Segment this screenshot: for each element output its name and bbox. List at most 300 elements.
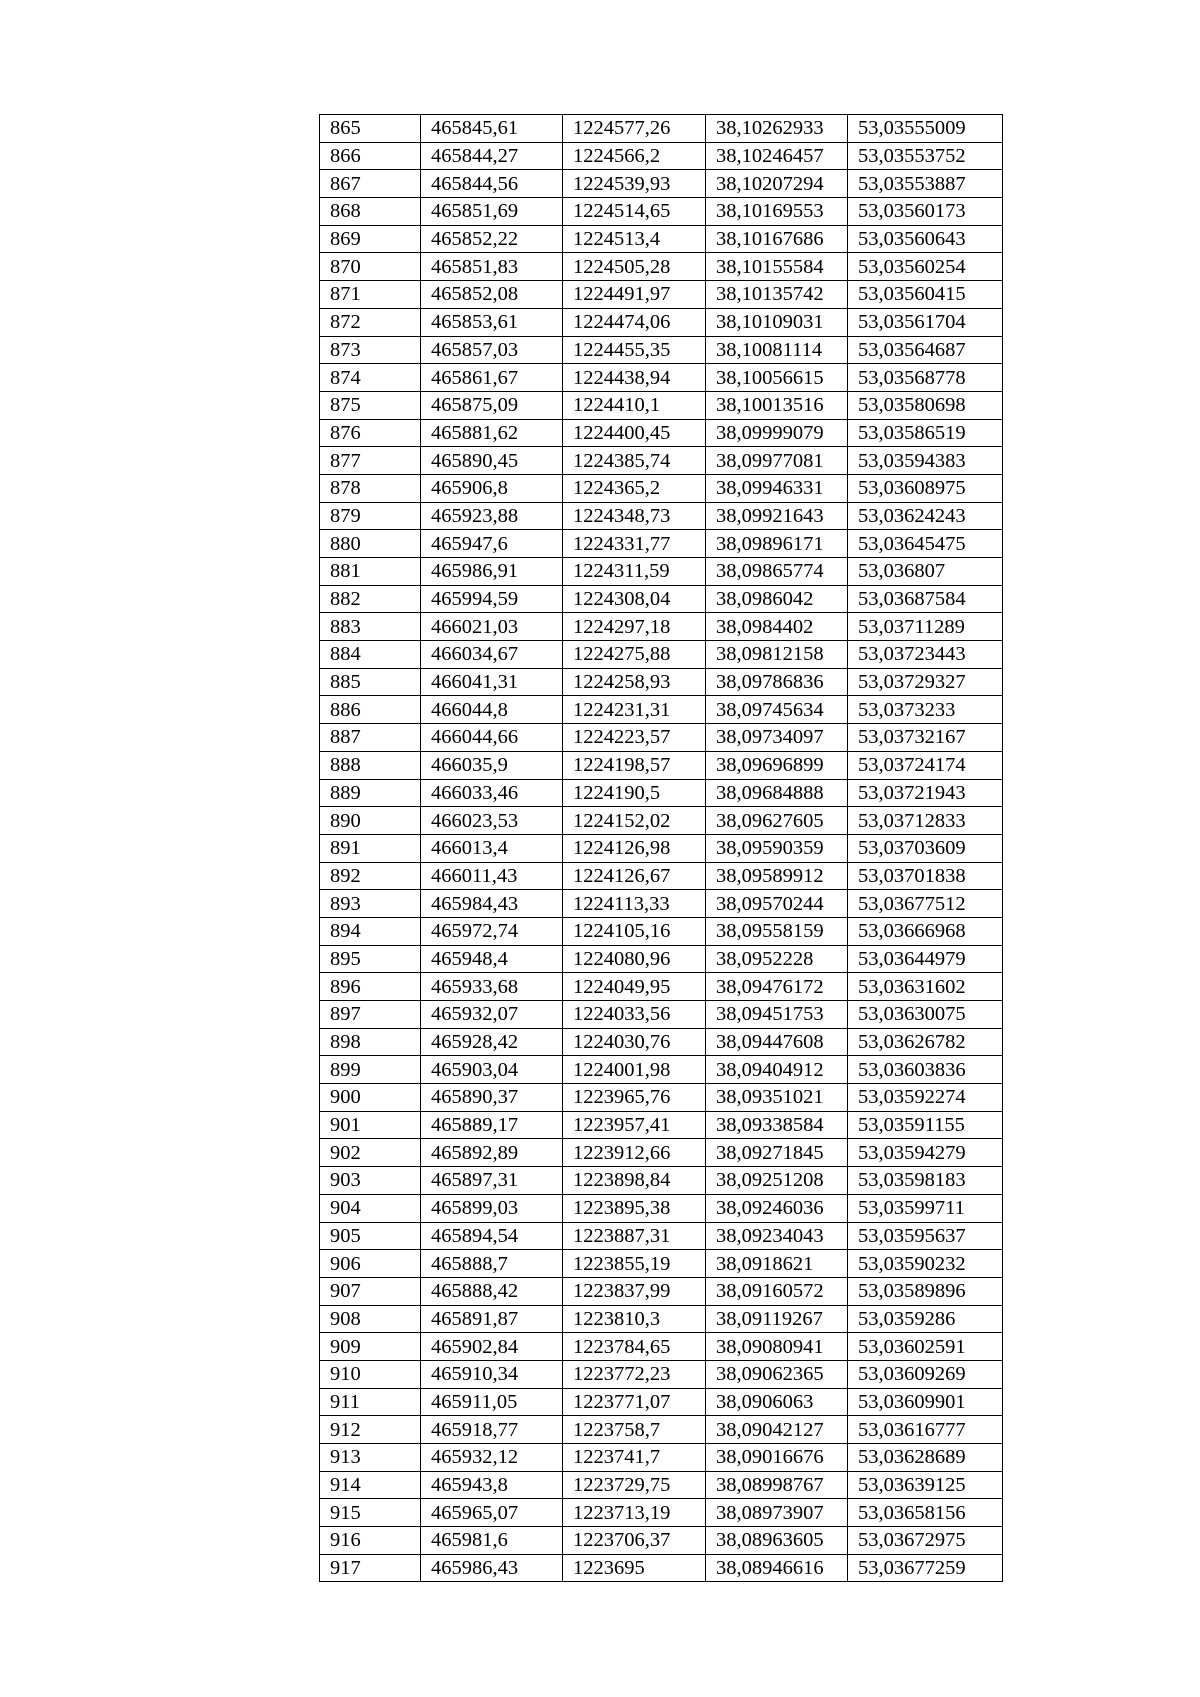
latitude-cell: 53,03666968 <box>848 917 1003 945</box>
point-number-cell: 891 <box>320 834 421 862</box>
x-coordinate-cell: 466033,46 <box>421 779 563 807</box>
point-number-cell: 887 <box>320 724 421 752</box>
latitude-cell: 53,03580698 <box>848 391 1003 419</box>
longitude-cell: 38,09627605 <box>706 807 848 835</box>
x-coordinate-cell: 465899,03 <box>421 1194 563 1222</box>
latitude-cell: 53,03677259 <box>848 1554 1003 1582</box>
longitude-cell: 38,09999079 <box>706 419 848 447</box>
x-coordinate-cell: 465932,07 <box>421 1001 563 1029</box>
x-coordinate-cell: 465986,91 <box>421 558 563 586</box>
y-coordinate-cell: 1224190,5 <box>563 779 706 807</box>
y-coordinate-cell: 1223887,31 <box>563 1222 706 1250</box>
y-coordinate-cell: 1223706,37 <box>563 1527 706 1555</box>
table-row <box>320 1554 1003 1582</box>
longitude-cell: 38,10081114 <box>706 336 848 364</box>
point-number-cell: 888 <box>320 751 421 779</box>
longitude-cell: 38,09271845 <box>706 1139 848 1167</box>
longitude-cell: 38,09896171 <box>706 530 848 558</box>
latitude-cell: 53,03594383 <box>848 447 1003 475</box>
latitude-cell: 53,03560173 <box>848 198 1003 226</box>
point-number-cell: 880 <box>320 530 421 558</box>
point-number-cell: 909 <box>320 1333 421 1361</box>
y-coordinate-cell: 1224491,97 <box>563 281 706 309</box>
table-row <box>320 890 1003 918</box>
point-number-cell: 898 <box>320 1028 421 1056</box>
y-coordinate-cell: 1224348,73 <box>563 502 706 530</box>
y-coordinate-cell: 1224311,59 <box>563 558 706 586</box>
latitude-cell: 53,03628689 <box>848 1444 1003 1472</box>
longitude-cell: 38,09812158 <box>706 641 848 669</box>
latitude-cell: 53,03603836 <box>848 1056 1003 1084</box>
y-coordinate-cell: 1224258,93 <box>563 668 706 696</box>
point-number-cell: 914 <box>320 1471 421 1499</box>
point-number-cell: 874 <box>320 364 421 392</box>
latitude-cell: 53,03608975 <box>848 474 1003 502</box>
latitude-cell: 53,03564687 <box>848 336 1003 364</box>
longitude-cell: 38,0906063 <box>706 1388 848 1416</box>
latitude-cell: 53,03677512 <box>848 890 1003 918</box>
x-coordinate-cell: 465948,4 <box>421 945 563 973</box>
point-number-cell: 893 <box>320 890 421 918</box>
table-row <box>320 1305 1003 1333</box>
point-number-cell: 868 <box>320 198 421 226</box>
y-coordinate-cell: 1224033,56 <box>563 1001 706 1029</box>
longitude-cell: 38,0918621 <box>706 1250 848 1278</box>
y-coordinate-cell: 1224514,65 <box>563 198 706 226</box>
table-row <box>320 447 1003 475</box>
table-row <box>320 1250 1003 1278</box>
x-coordinate-cell: 465906,8 <box>421 474 563 502</box>
table-row <box>320 419 1003 447</box>
x-coordinate-cell: 466044,66 <box>421 724 563 752</box>
longitude-cell: 38,09042127 <box>706 1416 848 1444</box>
latitude-cell: 53,03560254 <box>848 253 1003 281</box>
latitude-cell: 53,03595637 <box>848 1222 1003 1250</box>
table-row <box>320 1056 1003 1084</box>
longitude-cell: 38,09016676 <box>706 1444 848 1472</box>
point-number-cell: 885 <box>320 668 421 696</box>
latitude-cell: 53,03724174 <box>848 751 1003 779</box>
longitude-cell: 38,09234043 <box>706 1222 848 1250</box>
point-number-cell: 906 <box>320 1250 421 1278</box>
point-number-cell: 889 <box>320 779 421 807</box>
x-coordinate-cell: 466011,43 <box>421 862 563 890</box>
table-row <box>320 696 1003 724</box>
y-coordinate-cell: 1223771,07 <box>563 1388 706 1416</box>
table-row <box>320 1360 1003 1388</box>
x-coordinate-cell: 465972,74 <box>421 917 563 945</box>
latitude-cell: 53,03703609 <box>848 834 1003 862</box>
point-number-cell: 881 <box>320 558 421 586</box>
table-row <box>320 1471 1003 1499</box>
latitude-cell: 53,03590232 <box>848 1250 1003 1278</box>
y-coordinate-cell: 1223810,3 <box>563 1305 706 1333</box>
table-row <box>320 1194 1003 1222</box>
point-number-cell: 871 <box>320 281 421 309</box>
latitude-cell: 53,03624243 <box>848 502 1003 530</box>
point-number-cell: 882 <box>320 585 421 613</box>
longitude-cell: 38,09921643 <box>706 502 848 530</box>
table-row <box>320 198 1003 226</box>
longitude-cell: 38,09745634 <box>706 696 848 724</box>
longitude-cell: 38,09246036 <box>706 1194 848 1222</box>
point-number-cell: 886 <box>320 696 421 724</box>
latitude-cell: 53,03658156 <box>848 1499 1003 1527</box>
y-coordinate-cell: 1224455,35 <box>563 336 706 364</box>
x-coordinate-cell: 465986,43 <box>421 1554 563 1582</box>
point-number-cell: 896 <box>320 973 421 1001</box>
x-coordinate-cell: 465851,69 <box>421 198 563 226</box>
longitude-cell: 38,10056615 <box>706 364 848 392</box>
table-row <box>320 1028 1003 1056</box>
longitude-cell: 38,09786836 <box>706 668 848 696</box>
longitude-cell: 38,09590359 <box>706 834 848 862</box>
table-row <box>320 724 1003 752</box>
y-coordinate-cell: 1224223,57 <box>563 724 706 752</box>
x-coordinate-cell: 465894,54 <box>421 1222 563 1250</box>
x-coordinate-cell: 465911,05 <box>421 1388 563 1416</box>
latitude-cell: 53,03589896 <box>848 1277 1003 1305</box>
table-row <box>320 585 1003 613</box>
x-coordinate-cell: 465994,59 <box>421 585 563 613</box>
point-number-cell: 876 <box>320 419 421 447</box>
y-coordinate-cell: 1223898,84 <box>563 1167 706 1195</box>
latitude-cell: 53,03560643 <box>848 225 1003 253</box>
x-coordinate-cell: 465851,83 <box>421 253 563 281</box>
table-row <box>320 1111 1003 1139</box>
y-coordinate-cell: 1223912,66 <box>563 1139 706 1167</box>
longitude-cell: 38,10246457 <box>706 142 848 170</box>
longitude-cell: 38,09946331 <box>706 474 848 502</box>
y-coordinate-cell: 1223965,76 <box>563 1084 706 1112</box>
point-number-cell: 911 <box>320 1388 421 1416</box>
y-coordinate-cell: 1223957,41 <box>563 1111 706 1139</box>
y-coordinate-cell: 1224152,02 <box>563 807 706 835</box>
table-row <box>320 973 1003 1001</box>
point-number-cell: 878 <box>320 474 421 502</box>
longitude-cell: 38,08973907 <box>706 1499 848 1527</box>
x-coordinate-cell: 465892,89 <box>421 1139 563 1167</box>
x-coordinate-cell: 465890,37 <box>421 1084 563 1112</box>
x-coordinate-cell: 466041,31 <box>421 668 563 696</box>
latitude-cell: 53,036807 <box>848 558 1003 586</box>
x-coordinate-cell: 465965,07 <box>421 1499 563 1527</box>
table-row <box>320 613 1003 641</box>
table-row <box>320 1167 1003 1195</box>
y-coordinate-cell: 1224539,93 <box>563 170 706 198</box>
latitude-cell: 53,03568778 <box>848 364 1003 392</box>
latitude-cell: 53,03711289 <box>848 613 1003 641</box>
x-coordinate-cell: 465881,62 <box>421 419 563 447</box>
latitude-cell: 53,03701838 <box>848 862 1003 890</box>
x-coordinate-cell: 466021,03 <box>421 613 563 641</box>
point-number-cell: 902 <box>320 1139 421 1167</box>
longitude-cell: 38,09351021 <box>706 1084 848 1112</box>
x-coordinate-cell: 465857,03 <box>421 336 563 364</box>
y-coordinate-cell: 1223695 <box>563 1554 706 1582</box>
table-row <box>320 1527 1003 1555</box>
point-number-cell: 913 <box>320 1444 421 1472</box>
latitude-cell: 53,03639125 <box>848 1471 1003 1499</box>
point-number-cell: 908 <box>320 1305 421 1333</box>
latitude-cell: 53,03602591 <box>848 1333 1003 1361</box>
point-number-cell: 907 <box>320 1277 421 1305</box>
table-row <box>320 115 1003 143</box>
y-coordinate-cell: 1224577,26 <box>563 115 706 143</box>
x-coordinate-cell: 465943,8 <box>421 1471 563 1499</box>
x-coordinate-cell: 465888,7 <box>421 1250 563 1278</box>
y-coordinate-cell: 1224331,77 <box>563 530 706 558</box>
point-number-cell: 869 <box>320 225 421 253</box>
table-row <box>320 1499 1003 1527</box>
latitude-cell: 53,03645475 <box>848 530 1003 558</box>
latitude-cell: 53,0373233 <box>848 696 1003 724</box>
y-coordinate-cell: 1223713,19 <box>563 1499 706 1527</box>
x-coordinate-cell: 466034,67 <box>421 641 563 669</box>
table-row <box>320 530 1003 558</box>
x-coordinate-cell: 465852,22 <box>421 225 563 253</box>
table-row <box>320 364 1003 392</box>
latitude-cell: 53,03631602 <box>848 973 1003 1001</box>
table-row <box>320 474 1003 502</box>
table-row <box>320 1222 1003 1250</box>
x-coordinate-cell: 465910,34 <box>421 1360 563 1388</box>
point-number-cell: 897 <box>320 1001 421 1029</box>
longitude-cell: 38,09476172 <box>706 973 848 1001</box>
latitude-cell: 53,03729327 <box>848 668 1003 696</box>
y-coordinate-cell: 1224505,28 <box>563 253 706 281</box>
y-coordinate-cell: 1223895,38 <box>563 1194 706 1222</box>
y-coordinate-cell: 1224474,06 <box>563 308 706 336</box>
latitude-cell: 53,03555009 <box>848 115 1003 143</box>
point-number-cell: 867 <box>320 170 421 198</box>
x-coordinate-cell: 465933,68 <box>421 973 563 1001</box>
longitude-cell: 38,09558159 <box>706 917 848 945</box>
table-row <box>320 170 1003 198</box>
y-coordinate-cell: 1224030,76 <box>563 1028 706 1056</box>
longitude-cell: 38,09404912 <box>706 1056 848 1084</box>
x-coordinate-cell: 465861,67 <box>421 364 563 392</box>
table-row <box>320 1388 1003 1416</box>
point-number-cell: 916 <box>320 1527 421 1555</box>
longitude-cell: 38,09080941 <box>706 1333 848 1361</box>
y-coordinate-cell: 1223758,7 <box>563 1416 706 1444</box>
latitude-cell: 53,03723443 <box>848 641 1003 669</box>
table-row <box>320 779 1003 807</box>
x-coordinate-cell: 465891,87 <box>421 1305 563 1333</box>
x-coordinate-cell: 465947,6 <box>421 530 563 558</box>
y-coordinate-cell: 1224275,88 <box>563 641 706 669</box>
y-coordinate-cell: 1224231,31 <box>563 696 706 724</box>
latitude-cell: 53,03609269 <box>848 1360 1003 1388</box>
y-coordinate-cell: 1224001,98 <box>563 1056 706 1084</box>
longitude-cell: 38,10109031 <box>706 308 848 336</box>
y-coordinate-cell: 1224513,4 <box>563 225 706 253</box>
x-coordinate-cell: 465903,04 <box>421 1056 563 1084</box>
latitude-cell: 53,03687584 <box>848 585 1003 613</box>
table-row <box>320 807 1003 835</box>
y-coordinate-cell: 1223729,75 <box>563 1471 706 1499</box>
y-coordinate-cell: 1224438,94 <box>563 364 706 392</box>
point-number-cell: 904 <box>320 1194 421 1222</box>
table-row <box>320 1139 1003 1167</box>
x-coordinate-cell: 466023,53 <box>421 807 563 835</box>
longitude-cell: 38,09251208 <box>706 1167 848 1195</box>
longitude-cell: 38,10262933 <box>706 115 848 143</box>
x-coordinate-cell: 465875,09 <box>421 391 563 419</box>
table-row <box>320 668 1003 696</box>
latitude-cell: 53,03561704 <box>848 308 1003 336</box>
latitude-cell: 53,03616777 <box>848 1416 1003 1444</box>
longitude-cell: 38,0986042 <box>706 585 848 613</box>
y-coordinate-cell: 1224410,1 <box>563 391 706 419</box>
y-coordinate-cell: 1224400,45 <box>563 419 706 447</box>
latitude-cell: 53,03609901 <box>848 1388 1003 1416</box>
y-coordinate-cell: 1223741,7 <box>563 1444 706 1472</box>
table-row <box>320 502 1003 530</box>
table-row <box>320 142 1003 170</box>
x-coordinate-cell: 465852,08 <box>421 281 563 309</box>
point-number-cell: 910 <box>320 1360 421 1388</box>
x-coordinate-cell: 465845,61 <box>421 115 563 143</box>
latitude-cell: 53,03586519 <box>848 419 1003 447</box>
point-number-cell: 892 <box>320 862 421 890</box>
longitude-cell: 38,09696899 <box>706 751 848 779</box>
longitude-cell: 38,09119267 <box>706 1305 848 1333</box>
x-coordinate-cell: 465918,77 <box>421 1416 563 1444</box>
longitude-cell: 38,0952228 <box>706 945 848 973</box>
longitude-cell: 38,08946616 <box>706 1554 848 1582</box>
y-coordinate-cell: 1224198,57 <box>563 751 706 779</box>
latitude-cell: 53,03594279 <box>848 1139 1003 1167</box>
table-row <box>320 225 1003 253</box>
table-row <box>320 253 1003 281</box>
x-coordinate-cell: 465932,12 <box>421 1444 563 1472</box>
latitude-cell: 53,03672975 <box>848 1527 1003 1555</box>
y-coordinate-cell: 1224080,96 <box>563 945 706 973</box>
point-number-cell: 884 <box>320 641 421 669</box>
table-row <box>320 308 1003 336</box>
x-coordinate-cell: 465888,42 <box>421 1277 563 1305</box>
longitude-cell: 38,09160572 <box>706 1277 848 1305</box>
longitude-cell: 38,09570244 <box>706 890 848 918</box>
point-number-cell: 870 <box>320 253 421 281</box>
table-row <box>320 1001 1003 1029</box>
x-coordinate-cell: 466044,8 <box>421 696 563 724</box>
y-coordinate-cell: 1224365,2 <box>563 474 706 502</box>
y-coordinate-cell: 1224105,16 <box>563 917 706 945</box>
point-number-cell: 917 <box>320 1554 421 1582</box>
point-number-cell: 890 <box>320 807 421 835</box>
x-coordinate-cell: 465923,88 <box>421 502 563 530</box>
longitude-cell: 38,09734097 <box>706 724 848 752</box>
point-number-cell: 894 <box>320 917 421 945</box>
point-number-cell: 903 <box>320 1167 421 1195</box>
longitude-cell: 38,10135742 <box>706 281 848 309</box>
point-number-cell: 872 <box>320 308 421 336</box>
point-number-cell: 875 <box>320 391 421 419</box>
longitude-cell: 38,09589912 <box>706 862 848 890</box>
point-number-cell: 873 <box>320 336 421 364</box>
x-coordinate-cell: 465984,43 <box>421 890 563 918</box>
latitude-cell: 53,03644979 <box>848 945 1003 973</box>
latitude-cell: 53,03592274 <box>848 1084 1003 1112</box>
latitude-cell: 53,03553752 <box>848 142 1003 170</box>
longitude-cell: 38,09977081 <box>706 447 848 475</box>
y-coordinate-cell: 1224297,18 <box>563 613 706 641</box>
point-number-cell: 905 <box>320 1222 421 1250</box>
point-number-cell: 865 <box>320 115 421 143</box>
point-number-cell: 912 <box>320 1416 421 1444</box>
table-row <box>320 1444 1003 1472</box>
point-number-cell: 877 <box>320 447 421 475</box>
latitude-cell: 53,03630075 <box>848 1001 1003 1029</box>
table-row <box>320 1277 1003 1305</box>
y-coordinate-cell: 1224113,33 <box>563 890 706 918</box>
y-coordinate-cell: 1224126,67 <box>563 862 706 890</box>
table-row <box>320 558 1003 586</box>
table-row <box>320 751 1003 779</box>
y-coordinate-cell: 1224126,98 <box>563 834 706 862</box>
table-row <box>320 1084 1003 1112</box>
x-coordinate-cell: 466013,4 <box>421 834 563 862</box>
longitude-cell: 38,10013516 <box>706 391 848 419</box>
longitude-cell: 38,10155584 <box>706 253 848 281</box>
table-row <box>320 834 1003 862</box>
latitude-cell: 53,03712833 <box>848 807 1003 835</box>
y-coordinate-cell: 1224308,04 <box>563 585 706 613</box>
y-coordinate-cell: 1223855,19 <box>563 1250 706 1278</box>
point-number-cell: 866 <box>320 142 421 170</box>
longitude-cell: 38,10167686 <box>706 225 848 253</box>
table-row <box>320 862 1003 890</box>
x-coordinate-cell: 465844,27 <box>421 142 563 170</box>
longitude-cell: 38,0984402 <box>706 613 848 641</box>
point-number-cell: 899 <box>320 1056 421 1084</box>
latitude-cell: 53,03626782 <box>848 1028 1003 1056</box>
x-coordinate-cell: 465853,61 <box>421 308 563 336</box>
longitude-cell: 38,09338584 <box>706 1111 848 1139</box>
longitude-cell: 38,10169553 <box>706 198 848 226</box>
y-coordinate-cell: 1224049,95 <box>563 973 706 1001</box>
latitude-cell: 53,03599711 <box>848 1194 1003 1222</box>
x-coordinate-cell: 465981,6 <box>421 1527 563 1555</box>
x-coordinate-cell: 465902,84 <box>421 1333 563 1361</box>
x-coordinate-cell: 465897,31 <box>421 1167 563 1195</box>
longitude-cell: 38,09865774 <box>706 558 848 586</box>
point-number-cell: 901 <box>320 1111 421 1139</box>
longitude-cell: 38,08963605 <box>706 1527 848 1555</box>
y-coordinate-cell: 1223837,99 <box>563 1277 706 1305</box>
table-row <box>320 281 1003 309</box>
latitude-cell: 53,03553887 <box>848 170 1003 198</box>
longitude-cell: 38,09451753 <box>706 1001 848 1029</box>
table-row <box>320 641 1003 669</box>
latitude-cell: 53,03560415 <box>848 281 1003 309</box>
table-row <box>320 391 1003 419</box>
x-coordinate-cell: 465844,56 <box>421 170 563 198</box>
point-number-cell: 915 <box>320 1499 421 1527</box>
point-number-cell: 895 <box>320 945 421 973</box>
table-row <box>320 917 1003 945</box>
x-coordinate-cell: 465890,45 <box>421 447 563 475</box>
table-row <box>320 1333 1003 1361</box>
point-number-cell: 900 <box>320 1084 421 1112</box>
point-number-cell: 883 <box>320 613 421 641</box>
longitude-cell: 38,10207294 <box>706 170 848 198</box>
coordinates-table <box>319 114 1003 1582</box>
latitude-cell: 53,03591155 <box>848 1111 1003 1139</box>
